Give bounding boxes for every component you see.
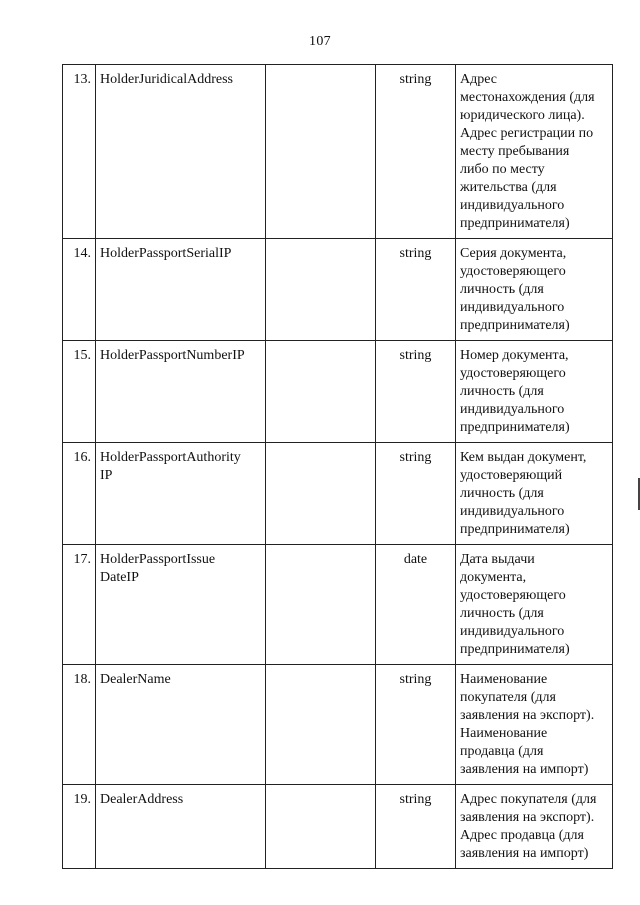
- field-description-line: Наименование: [460, 672, 548, 687]
- field-description-line: индивидуального: [460, 402, 565, 417]
- row-number: 13.: [63, 65, 96, 239]
- field-name-line: HolderPassportAuthority: [100, 450, 241, 465]
- field-type: date: [376, 545, 456, 665]
- empty-cell: [266, 443, 376, 545]
- table-row: [63, 443, 613, 545]
- table-row: [63, 65, 613, 239]
- field-name-line: HolderPassportNumberIP: [100, 348, 245, 363]
- field-description-line: предпринимателя): [460, 216, 570, 231]
- field-name-cell: [96, 239, 266, 341]
- table-row: [63, 545, 613, 665]
- field-description-line: удостоверяющего: [460, 264, 566, 279]
- field-description-cell: [456, 443, 613, 545]
- table-row: [63, 239, 613, 341]
- field-description-line: Адрес покупателя (для: [460, 792, 597, 807]
- field-description-line: Серия документа,: [460, 246, 567, 261]
- field-description-line: местонахождения (для: [460, 90, 595, 105]
- field-name-cell: [96, 665, 266, 785]
- field-description-line: удостоверяющий: [460, 468, 563, 483]
- row-number: 15.: [63, 341, 96, 443]
- field-description-cell: [456, 65, 613, 239]
- row-number: 17.: [63, 545, 96, 665]
- field-name-line: IP: [100, 468, 113, 483]
- field-description-line: предпринимателя): [460, 642, 570, 657]
- fields-table: [62, 64, 613, 869]
- field-description-line: личность (для: [460, 282, 544, 297]
- field-type: string: [376, 443, 456, 545]
- field-description-line: Дата выдачи: [460, 552, 535, 567]
- field-description-line: заявления на экспорт).: [460, 810, 595, 825]
- field-description-cell: [456, 341, 613, 443]
- field-name-line: DateIP: [100, 570, 139, 585]
- field-name-cell: [96, 341, 266, 443]
- field-description-cell: [456, 545, 613, 665]
- field-name-line: HolderPassportSerialIP: [100, 246, 232, 261]
- table-row: [63, 341, 613, 443]
- field-type: string: [376, 785, 456, 869]
- field-name-cell: [96, 545, 266, 665]
- field-type: string: [376, 239, 456, 341]
- field-description-cell: [456, 665, 613, 785]
- field-name-line: DealerAddress: [100, 792, 184, 807]
- empty-cell: [266, 65, 376, 239]
- field-name-cell: [96, 785, 266, 869]
- field-description-line: Наименование: [460, 726, 548, 741]
- field-name-line: HolderJuridicalAddress: [100, 72, 233, 87]
- field-description-line: индивидуального: [460, 504, 565, 519]
- field-description-line: личность (для: [460, 486, 544, 501]
- field-name-cell: [96, 65, 266, 239]
- field-description-line: предпринимателя): [460, 522, 570, 537]
- row-number: 14.: [63, 239, 96, 341]
- field-description-line: Адрес регистрации по: [460, 126, 594, 141]
- field-description-line: продавца (для: [460, 744, 544, 759]
- field-description-line: индивидуального: [460, 198, 565, 213]
- row-number: 16.: [63, 443, 96, 545]
- field-description-line: покупателя (для: [460, 690, 556, 705]
- empty-cell: [266, 665, 376, 785]
- field-description-line: Кем выдан документ,: [460, 450, 587, 465]
- empty-cell: [266, 785, 376, 869]
- row-number: 18.: [63, 665, 96, 785]
- empty-cell: [266, 239, 376, 341]
- field-description-line: Номер документа,: [460, 348, 569, 363]
- field-description-line: удостоверяющего: [460, 366, 566, 381]
- table-row: [63, 665, 613, 785]
- empty-cell: [266, 341, 376, 443]
- field-description-line: либо по месту: [460, 162, 545, 177]
- row-number: 19.: [63, 785, 96, 869]
- empty-cell: [266, 545, 376, 665]
- field-description-line: заявления на импорт): [460, 762, 589, 777]
- field-name-line: DealerName: [100, 672, 171, 687]
- field-description-line: личность (для: [460, 384, 544, 399]
- field-description-cell: [456, 785, 613, 869]
- field-name-line: HolderPassportIssue: [100, 552, 216, 567]
- field-description-line: индивидуального: [460, 300, 565, 315]
- field-description-line: Адрес: [460, 72, 498, 87]
- field-type: string: [376, 665, 456, 785]
- field-description-line: Адрес продавца (для: [460, 828, 584, 843]
- field-type: string: [376, 65, 456, 239]
- field-description-line: индивидуального: [460, 624, 565, 639]
- table-row: [63, 785, 613, 869]
- field-description-line: документа,: [460, 570, 527, 585]
- field-description-line: предпринимателя): [460, 420, 570, 435]
- field-type: string: [376, 341, 456, 443]
- field-description-cell: [456, 239, 613, 341]
- field-description-line: заявления на экспорт).: [460, 708, 595, 723]
- field-description-line: жительства (для: [460, 180, 557, 195]
- field-description-line: месту пребывания: [460, 144, 570, 159]
- field-description-line: заявления на импорт): [460, 846, 589, 861]
- field-description-line: удостоверяющего: [460, 588, 566, 603]
- field-description-line: юридического лица).: [460, 108, 585, 123]
- field-description-line: предпринимателя): [460, 318, 570, 333]
- field-name-cell: [96, 443, 266, 545]
- page-number: 107: [309, 34, 331, 49]
- field-description-line: личность (для: [460, 606, 544, 621]
